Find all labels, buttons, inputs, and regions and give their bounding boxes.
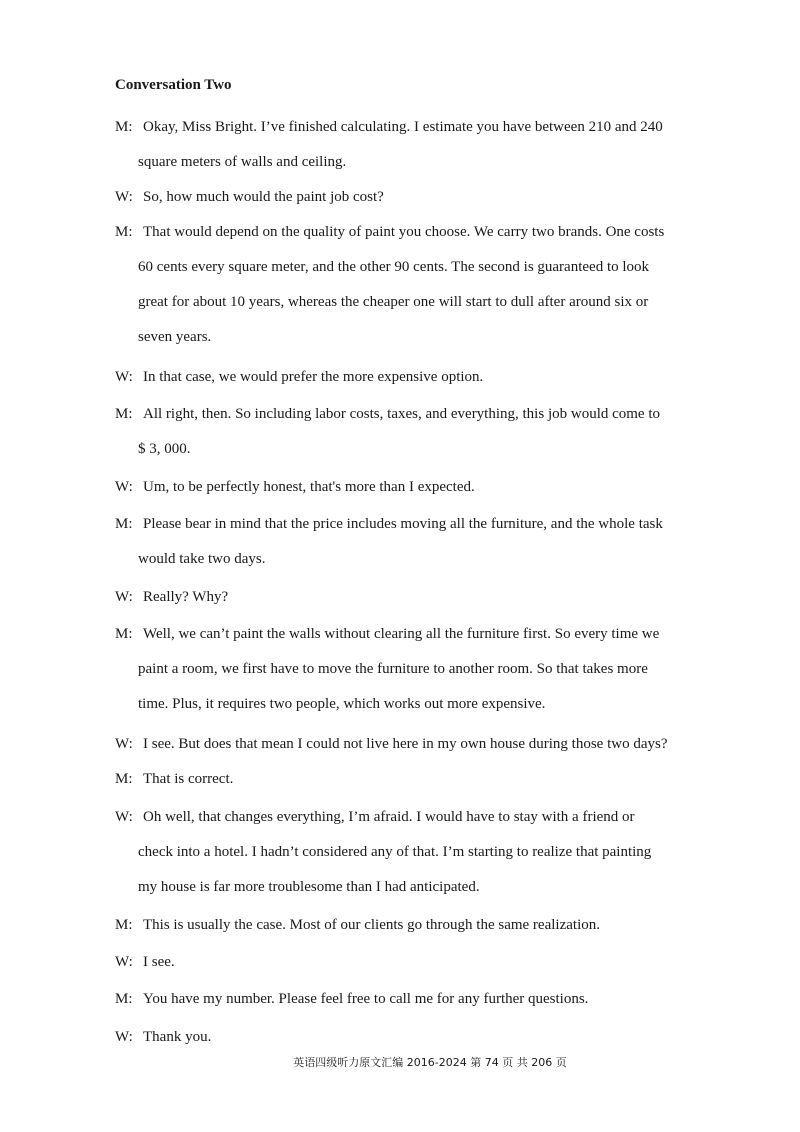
speech-line: This is usually the case. Most of our clients go through the same realization.	[143, 917, 600, 933]
speech-text	[115, 180, 687, 215]
dialogue-turn	[115, 580, 687, 615]
speaker-label: W:	[115, 736, 133, 752]
speaker-label: W:	[115, 809, 133, 825]
speech-line: Please bear in mind that the price includes moving all the furniture, and the whole task	[143, 516, 663, 532]
speech-line: check into a hotel. I hadn’t considered any of that. I’m starting to realize that painting	[138, 844, 652, 860]
speech-line: I see. But does that mean I could not live here in my own house during those two days?	[143, 736, 668, 752]
speaker-label: W:	[115, 189, 133, 205]
speech-line: Um, to be perfectly honest, that's more than I expected.	[143, 479, 475, 495]
speech-text	[115, 617, 687, 722]
speech-line: I see.	[143, 954, 175, 970]
speech-line: great for about 10 years, whereas the cheaper one will start to dull after around six or	[138, 294, 649, 310]
speech-line: You have my number. Please feel free to call me for any further questions.	[143, 991, 589, 1007]
speech-text	[115, 470, 687, 505]
speech-text	[115, 945, 687, 980]
speech-text	[115, 727, 687, 762]
speech-line: my house is far more troublesome than I had anticipated.	[138, 879, 480, 895]
section-heading: Conversation Two	[115, 77, 232, 93]
speaker-label: M:	[115, 771, 133, 787]
speech-line: square meters of walls and ceiling.	[138, 154, 347, 170]
speech-line: would take two days.	[138, 551, 266, 567]
dialogue-turn	[115, 908, 687, 943]
dialogue-turn	[115, 470, 687, 505]
speech-text	[115, 982, 687, 1017]
speech-text	[115, 580, 687, 615]
speech-text	[115, 800, 687, 905]
speaker-label: M:	[115, 406, 133, 422]
speech-text	[115, 110, 687, 180]
speech-line: seven years.	[138, 329, 212, 345]
dialogue-turn	[115, 397, 687, 467]
dialogue-turn	[115, 617, 687, 722]
dialogue-turn	[115, 180, 687, 215]
dialogue-turn	[115, 110, 687, 180]
dialogue-turn	[115, 215, 687, 355]
speech-line: All right, then. So including labor costs, taxes, and everything, this job would come to	[143, 406, 661, 422]
dialogue-turn	[115, 945, 687, 980]
dialogue-turn	[115, 507, 687, 577]
dialogue-turn	[115, 1020, 687, 1055]
speaker-label: M:	[115, 119, 133, 135]
speech-line: Really? Why?	[143, 589, 229, 605]
speaker-label: M:	[115, 626, 133, 642]
speech-text	[115, 507, 687, 577]
speech-line: paint a room, we first have to move the furniture to another room. So that takes more	[138, 661, 648, 677]
speech-text	[115, 360, 687, 395]
speech-line: So, how much would the paint job cost?	[143, 189, 384, 205]
speech-text	[115, 908, 687, 943]
speaker-label: W:	[115, 369, 133, 385]
dialogue-turn	[115, 800, 687, 905]
speech-line: That would depend on the quality of paint you choose. We carry two brands. One costs	[143, 224, 665, 240]
speech-line: time. Plus, it requires two people, which works out more expensive.	[138, 696, 546, 712]
speech-line: That is correct.	[143, 771, 234, 787]
speech-line: Oh well, that changes everything, I’m afraid. I would have to stay with a friend or	[143, 809, 635, 825]
speech-line: Well, we can’t paint the walls without clearing all the furniture first. So every time we	[143, 626, 660, 642]
page-footer: 英语四级听力原文汇编 2016-2024 第 74 页 共 206 页	[293, 1056, 567, 1069]
speech-line: In that case, we would prefer the more expensive option.	[143, 369, 484, 385]
speaker-label: M:	[115, 991, 133, 1007]
speech-text	[115, 397, 687, 467]
speaker-label: M:	[115, 516, 133, 532]
speaker-label: W:	[115, 589, 133, 605]
speaker-label: W:	[115, 954, 133, 970]
speech-line: Okay, Miss Bright. I’ve finished calculating. I estimate you have between 210 and 240	[143, 119, 663, 135]
speech-text	[115, 1020, 687, 1055]
dialogue-turn	[115, 360, 687, 395]
dialogue-turn	[115, 727, 687, 762]
speaker-label: M:	[115, 917, 133, 933]
speech-line: 60 cents every square meter, and the other 90 cents. The second is guaranteed to look	[138, 259, 650, 275]
speech-line: $ 3, 000.	[138, 441, 191, 457]
speaker-label: W:	[115, 479, 133, 495]
dialogue-turn	[115, 982, 687, 1017]
speech-line: Thank you.	[143, 1029, 212, 1045]
dialogue-turn	[115, 762, 687, 797]
speaker-label: W:	[115, 1029, 133, 1045]
speech-text	[115, 215, 687, 355]
speaker-label: M:	[115, 224, 133, 240]
speech-text	[115, 762, 687, 797]
